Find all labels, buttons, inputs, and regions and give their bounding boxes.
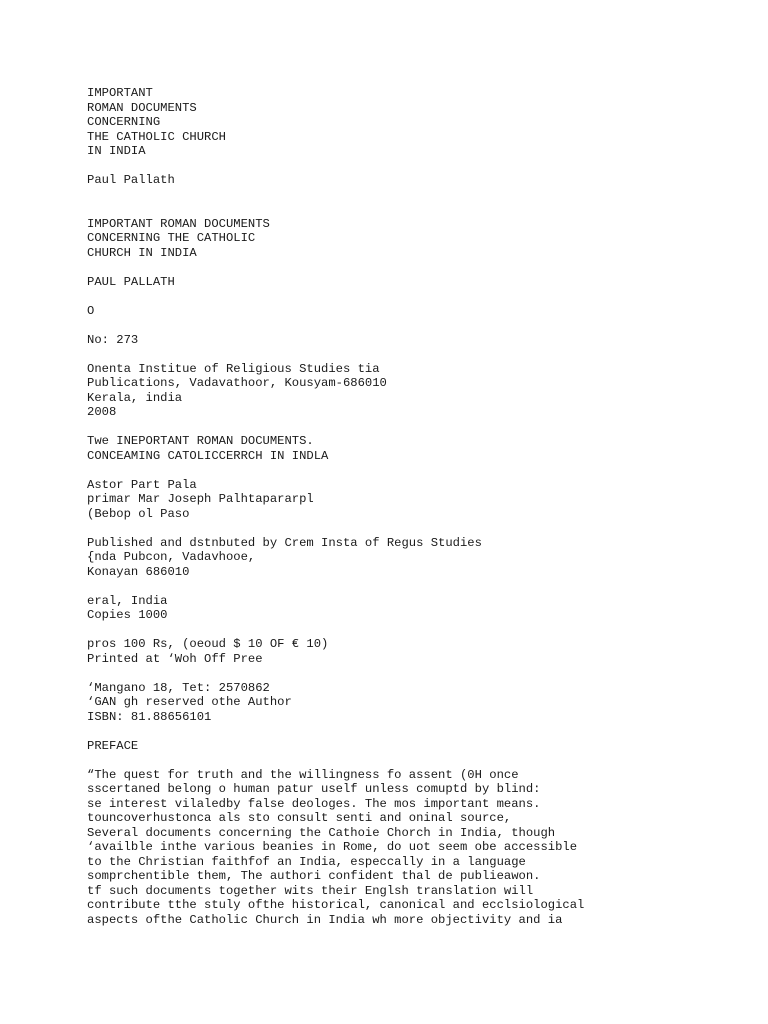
text-line: aspects ofthe Catholic Church in India wh more objectivity and ia: [87, 912, 563, 927]
blank-line: [87, 289, 757, 304]
text-line: CHURCH IN INDIA: [87, 245, 197, 260]
text-line: O: [87, 303, 95, 318]
text-line: pros 100 Rs, (oeoud $ 10 OF € 10): [87, 637, 329, 651]
text-line: IMPORTANT ROMAN DOCUMENTS: [87, 216, 270, 231]
text-line: to the Christian faithfof an India, especcally in a language: [87, 854, 526, 869]
text-line: sscertaned belong o human patur uself unless comuptd by blind:: [87, 782, 541, 796]
text-line: Printed at ‘Woh Off Pree: [87, 651, 263, 666]
text-line: IMPORTANT: [87, 86, 153, 100]
text-line: Publications, Vadavathoor, Kousyam-686010: [87, 376, 387, 390]
text-line: somprchentible them, The authori confident thal de publieawon.: [87, 869, 541, 883]
text-line: ROMAN DOCUMENTS: [87, 100, 197, 115]
blank-line: [87, 579, 757, 594]
blank-line: [87, 202, 757, 217]
text-line: No: 273: [87, 332, 139, 347]
blank-line: [87, 260, 757, 275]
text-line: Onenta Institue of Religious Studies tia: [87, 361, 380, 376]
blank-line: [87, 420, 757, 435]
text-line: Published and dstnbuted by Crem Insta of Regus Studies: [87, 535, 482, 550]
text-line: ‘Mangano 18, Tet: 2570862: [87, 680, 270, 695]
text-line: se interest vilaledby false deologes. The mos important means.: [87, 796, 541, 811]
text-line: 2008: [87, 405, 117, 419]
text-line: ‘GAN gh reserved othe Author: [87, 695, 292, 709]
blank-line: [87, 521, 757, 536]
text-line: touncoverhustonca als sto consult senti and oninal source,: [87, 811, 512, 825]
text-line: CONCERNING: [87, 115, 161, 129]
text-line: Twe INEPORTANT ROMAN DOCUMENTS.: [87, 434, 314, 448]
text-line: CONCERNING THE CATHOLIC: [87, 231, 256, 245]
text-line: eral, India: [87, 593, 168, 608]
blank-line: [87, 753, 757, 768]
text-line: {nda Pubcon, Vadavhooe,: [87, 550, 256, 564]
text-line: ISBN: 81.88656101: [87, 709, 212, 724]
text-line: Astor Part Pala: [87, 477, 197, 492]
blank-line: [87, 463, 757, 478]
text-line: PAUL PALLATH: [87, 274, 175, 289]
text-line: Kerala, india: [87, 390, 183, 405]
text-line: contribute tthe stuly ofthe historical, canonical and ecclsiological: [87, 898, 585, 912]
blank-line: [87, 159, 757, 174]
text-line: IN INDIA: [87, 144, 146, 158]
text-line: primar Mar Joseph Palhtapararpl: [87, 492, 314, 506]
text-line: PREFACE: [87, 738, 139, 753]
text-line: CONCEAMING CATOLICCERRCH IN INDLA: [87, 448, 329, 463]
blank-line: [87, 623, 757, 638]
text-line: Paul Pallath: [87, 173, 175, 187]
text-line: Copies 1000: [87, 608, 168, 622]
blank-line: [87, 347, 757, 362]
document-page: [87, 86, 757, 927]
text-line: (Bebop ol Paso: [87, 506, 190, 521]
text-line: THE CATHOLIC CHURCH: [87, 129, 226, 144]
text-line: Konayan 686010: [87, 564, 190, 579]
blank-line: [87, 188, 757, 203]
blank-line: [87, 724, 757, 739]
text-line: Several documents concerning the Cathoie Chorch in India, though: [87, 825, 556, 840]
text-line: ‘availble inthe various beanies in Rome, do uot seem obe accessible: [87, 840, 578, 854]
blank-line: [87, 318, 757, 333]
text-line: tf such documents together wits their Englsh translation will: [87, 883, 534, 898]
text-line: “The quest for truth and the willingness fo assent (0H once: [87, 767, 519, 782]
blank-line: [87, 666, 757, 681]
